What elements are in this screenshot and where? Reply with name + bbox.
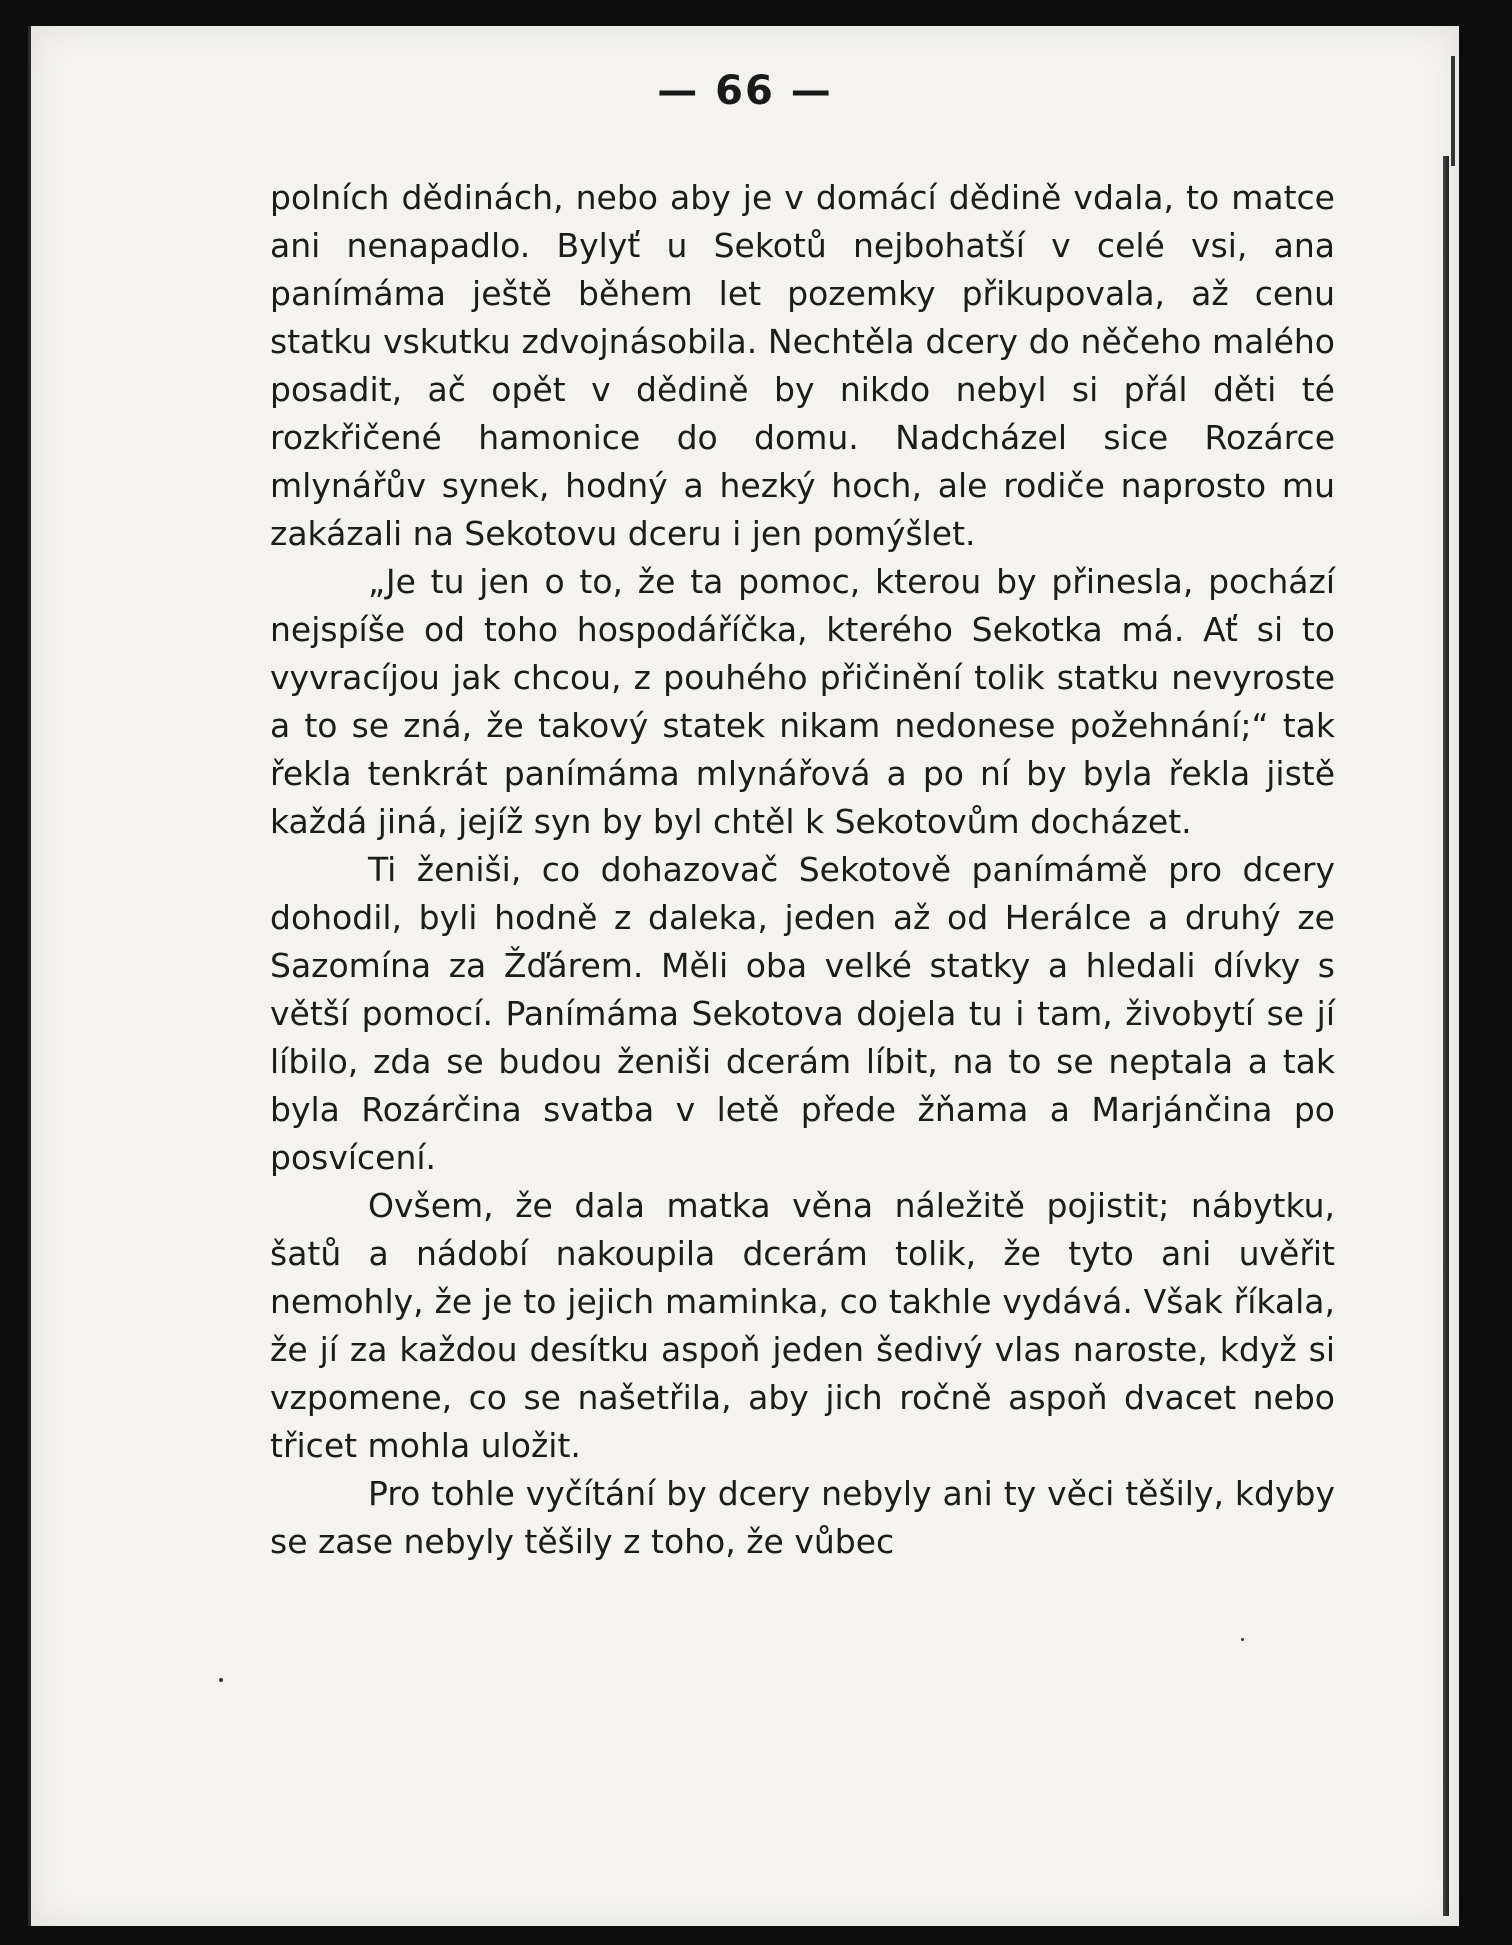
paragraph-4: Ovšem, že dala matka věna náležitě pojistit; nábytku, šatů a nádobí nakoupila dcerám tolik, že tyto ani uvěřit nemohly, že je to jejich maminka, co takhle vydává. Však říkala, že jí za každou desítku aspoň jeden šedivý vlas naroste, když si vzpomene, co se našetřila, aby jich ročně aspoň dvacet nebo třicet mohla uložit. (270, 1186, 1335, 1465)
print-speck (1241, 1638, 1244, 1641)
body-text (270, 174, 1335, 1566)
print-speck (219, 1678, 223, 1682)
paragraph-1: polních dědinách, nebo aby je v domácí dědině vdala, to matce ani nenapadlo. Bylyť u Sekotů nejbohatší v celé vsi, ana panímáma ještě během let pozemky přikupovala, až cenu statku vskutku zdvojnásobila. Nechtěla dcery do něčeho malého posadit, ač opět v dědině by nikdo nebyl si přál děti té rozkřičené hamonice do domu. Nadcházel sice Rozárce mlynářův synek, hodný a hezký hoch, ale rodiče naprosto mu zakázali na Sekotovu dceru i jen pomýšlet. (270, 178, 1335, 553)
book-page (28, 26, 1459, 1926)
paragraph-2: „Je tu jen o to, že ta pomoc, kterou by přinesla, pochází nejspíše od toho hospodáříčka, kterého Sekotka má. Ať si to vyvracíjou jak chcou, z pouhého přičinění tolik statku nevyroste a to se zná, že takový statek nikam nedonese požehnání;“ tak řekla tenkrát panímáma mlynářová a po ní by byla řekla jistě každá jiná, jejíž syn by byl chtěl k Sekotovům docházet. (270, 562, 1335, 841)
page-number: — 66 — (657, 68, 833, 114)
paragraph-5: Pro tohle vyčítání by dcery nebyly ani ty věci těšily, kdyby se zase nebyly těšily z toho, že vůbec (270, 1474, 1335, 1561)
binding-edge (1443, 156, 1449, 1916)
paragraph-3: Ti ženiši, co dohazovač Sekotově panímámě pro dcery dohodil, byli hodně z daleka, jeden až od Herálce a druhý ze Sazomína za Žďárem. Měli oba velké statky a hledali dívky s větší pomocí. Panímáma Sekotova dojela tu i tam, živobytí se jí líbilo, zda se budou ženiši dcerám líbit, na to se neptala a tak byla Rozárčina svatba v letě přede žňama a Marjánčina po posvícení. (270, 850, 1335, 1177)
